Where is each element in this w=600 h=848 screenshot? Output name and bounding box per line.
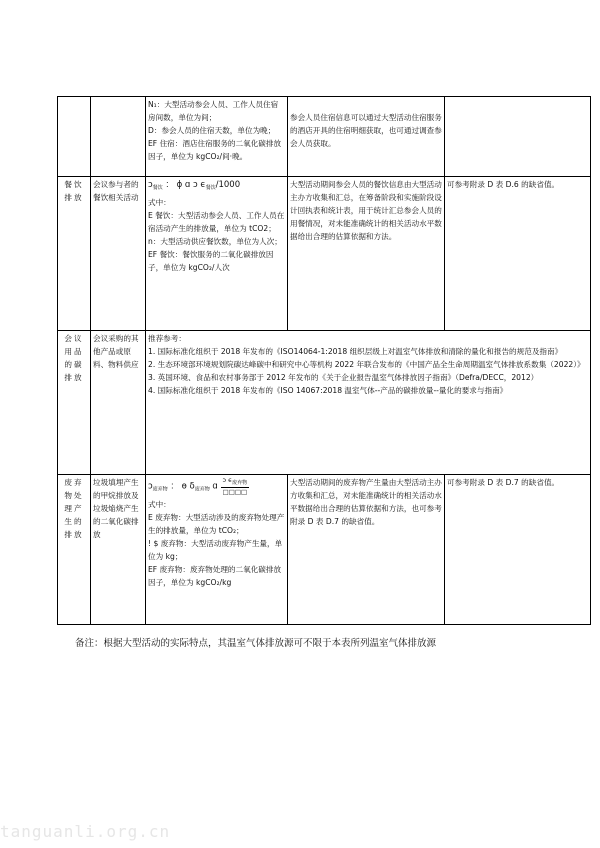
category-label: 废弃物处理产生的排放: [64, 478, 84, 539]
data-source-text: 大型活动期间的废弃物产生量由大型活动主办方收集和汇总，对未能准确统计的相关活动水平数据给出合理的估算依据和方法，也可参考附录 D 表 D.7 的缺省值。: [290, 478, 442, 526]
formula-fraction: $\frac{ɔ \epsilon_{废弃物}}{□□□□}$: [222, 476, 248, 496]
category-cell: [58, 475, 91, 625]
formula: ɔ$_{餐饮}$ ： ɸ ɑ ɔ $\epsilon_{餐饮}/1000$: [148, 180, 241, 191]
reference-item: 1. 国际标准化组织于 2018 年发布的《ISO14064-1:2018 组织层级上对温室气体排放和清除的量化和报告的规范及指南》: [148, 347, 563, 356]
factor-cell: [445, 177, 591, 331]
table-footnote: 备注：根据大型活动的实际特点，其温室气体排放源可不限于本表所列温室气体排放源: [75, 638, 437, 649]
variable-line: E 餐饮：大型活动参会人员、工作人员在宿活动产生的排放量，单位为 tCO2；: [148, 211, 285, 233]
category-label: 餐饮排放: [64, 180, 84, 202]
reference-item: 3. 英国环境、食品和农村事务部于 2012 年发布的《关于企业报告温室气体排放因子指南》（Defra/DECC，2012）: [148, 373, 539, 382]
data-source-text: 参会人员住宿信息可以通过大型活动住宿服务的酒店开具的住宿明细获取，也可通过调查参会人员获取。: [290, 113, 442, 148]
source-label: 垃圾填埋产生的甲烷排放及垃圾焔烧产生的二氧化碳排放: [93, 478, 139, 539]
variable-line: ! $ 废弃物：大型活动废弃物产生量，单位为 kg；: [148, 538, 283, 561]
source-cell: [91, 331, 146, 475]
source-cell: [91, 475, 146, 625]
factor-cell: [445, 475, 591, 625]
table-row-waste: [58, 475, 591, 625]
variable-line: N₁：大型活动参会人员、工作人员住宿房间数，单位为间；: [148, 100, 279, 122]
recommendation-cell: [146, 331, 591, 475]
variable-line: EF 餐饮：餐饮服务的二氧化碳排放因子，单位为 kgCO₂/人次: [148, 250, 274, 272]
factor-reference: 可参考附录 D 表 D.7 的缺省值。: [447, 478, 560, 487]
calculation-cell: [146, 97, 288, 177]
variable-line: EF 住宿：酒店住宿服务的二氧化碳排放因子，单位为 kgCO₂/间·晚。: [148, 139, 282, 161]
source-cell: [91, 177, 146, 331]
variable-line: EF 废弃物：废弃物处理的二氧化碳排放因子，单位为 kgCO₂/kg: [148, 564, 282, 587]
reference-item: 2. 生态环境部环境规划院碳达峰碳中和研究中心等机构 2022 年联合发布的《中国产品全生命周期温室气体排放系数集（2022）》: [148, 360, 585, 369]
data-source-cell: [288, 97, 445, 177]
emission-source-table: [57, 96, 591, 625]
source-cell-empty: [91, 97, 146, 177]
calculation-cell: [146, 177, 288, 331]
category-cell: [58, 331, 91, 475]
watermark: tanguanli.org.cn: [0, 822, 171, 841]
source-label: 会议采购的其他产品或原料、物料供应: [93, 334, 139, 369]
variable-line: n：大型活动供应餐饮数，单位为人次；: [148, 237, 282, 246]
source-label: 会议参与者的餐饮相关活动: [93, 180, 139, 202]
variable-line: E 废弃物：大型活动涉及的废弃物处理产生的排放量，单位为 tCO₂；: [148, 512, 285, 535]
category-cell: [58, 177, 91, 331]
data-source-cell: [288, 475, 445, 625]
table-row-supplies: [58, 331, 591, 475]
variable-intro: 式中：: [148, 198, 171, 207]
calculation-cell: [146, 475, 288, 625]
recommendation-intro: 推荐参考：: [148, 334, 186, 343]
category-cell-empty: [58, 97, 91, 177]
variable-line: D：参会人员的住宿天数，单位为晚；: [148, 126, 276, 135]
variable-intro: 式中：: [148, 499, 171, 509]
factor-cell-empty: [445, 97, 591, 177]
data-source-cell: [288, 177, 445, 331]
reference-item: 4. 国际标准化组织于 2018 年发布的《ISO 14067:2018 温室气体--产品的碳排放量--量化的要求与指南》: [148, 386, 508, 395]
factor-reference: 可参考附录 D 表 D.6 的缺省值。: [447, 180, 560, 189]
table-row-catering: [58, 177, 591, 331]
data-source-text: 大型活动期间参会人员的餐饮信息由大型活动主办方收集和汇总，在筹备阶段和实施阶段设计回执表和统计表，用于统计汇总参会人员的用餐情况，对未能准确统计的相关活动水平数据给出合理的估算依据和方法。: [290, 180, 442, 241]
formula: ɔ$_{废弃物}$ ： ɵ $\delta_{废弃物}$ ɑ $\frac{ɔ \epsilon_{废弃物}}{□□□□}$: [148, 476, 248, 496]
category-label: 会议用品的碳排放: [64, 334, 84, 382]
table-row-accommodation: [58, 97, 591, 177]
